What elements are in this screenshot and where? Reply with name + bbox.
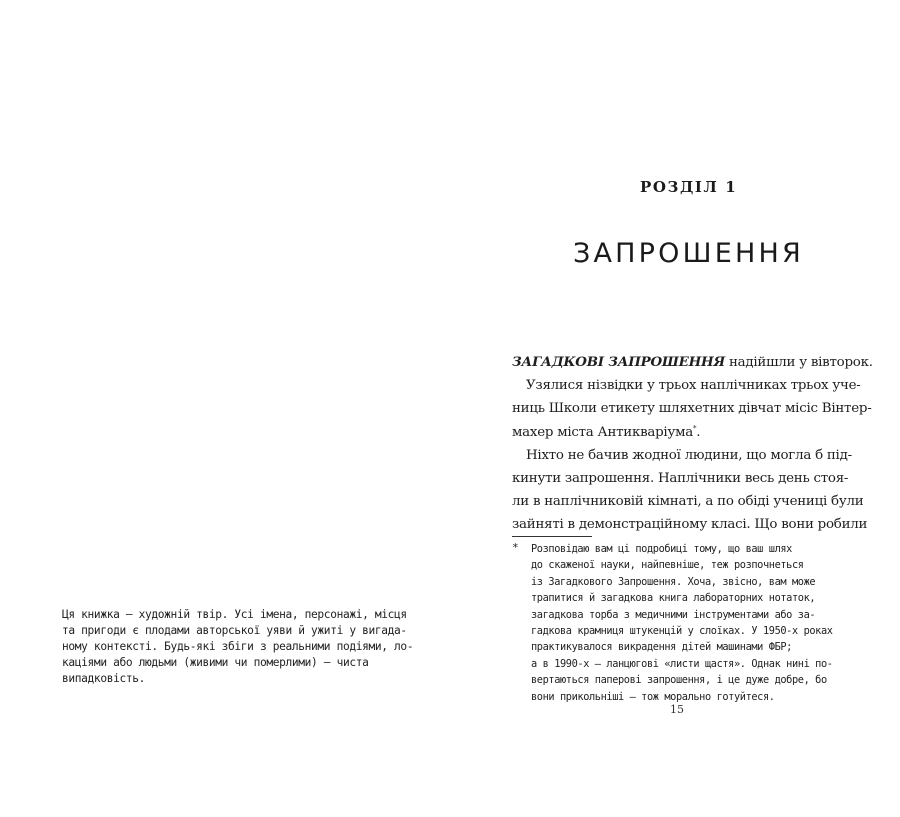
footnote-marker: * xyxy=(512,541,519,554)
footnote-reference[interactable]: * xyxy=(692,424,697,433)
footnote xyxy=(531,541,856,705)
footnote-line: трапитися й загадкова книга лабораторних нотаток, xyxy=(531,592,816,605)
paragraph-line xyxy=(512,421,850,444)
footnote-line: із Загадкового Запрошення. Хоча, звісно, вам може xyxy=(531,575,816,588)
disclaimer-line: випадковість. xyxy=(62,672,146,685)
sentence-end: . xyxy=(696,424,701,440)
paragraph-line: ли в наплічниковій кімнаті, а по обіді учениці були xyxy=(512,494,864,510)
page-number: 15 xyxy=(670,703,684,716)
copyright-disclaimer xyxy=(62,607,414,687)
disclaimer-line: та пригоди є плодами авторської уяви й ужиті у вигада- xyxy=(62,624,407,637)
footnote-line: практикувалося викрадення дітей машинами ФБР; xyxy=(531,641,792,654)
disclaimer-line: Ця книжка — художній твір. Усі імена, персонажі, місця xyxy=(62,608,407,621)
footnote-line: а в 1990-х — ланцюгові «листи щастя». Однак нині по- xyxy=(531,657,833,670)
paragraph-line-text: махер міста Антикваріума xyxy=(512,424,693,440)
first-line-rest: надійшли у вівторок. xyxy=(724,355,873,370)
disclaimer-line: каціями або людьми (живими чи померлими) — чиста xyxy=(62,656,369,669)
footnote-line: загадкова торба з медичними інструментами або за- xyxy=(531,608,816,621)
chapter-title: ЗАПРОШЕННЯ xyxy=(573,238,804,269)
paragraph-line: ниць Школи етикету шляхетних дівчат місіс Вінтер- xyxy=(512,401,872,417)
paragraph-line: кинути запрошення. Наплічники весь день стоя- xyxy=(512,471,849,487)
right-page xyxy=(450,0,900,817)
lead-in: ЗАГАДКОВІ ЗАПРОШЕННЯ xyxy=(512,354,725,370)
chapter-body xyxy=(512,351,873,537)
disclaimer-line: ному контексті. Будь-які збіги з реальними подіями, ло- xyxy=(62,640,414,653)
paragraph-line: Ніхто не бачив жодної людини, що могла б під- xyxy=(526,447,852,463)
footnote-line: вертаються паперові запрошення, і це дуже добре, бо xyxy=(531,674,827,687)
paragraph-line: Узялися нізвідки у трьох наплічниках трьох уче- xyxy=(526,378,861,394)
footnote-divider xyxy=(512,536,592,537)
first-line xyxy=(512,351,873,374)
footnote-line: до скаженої науки, найпевніше, теж розпочнеться xyxy=(531,559,804,572)
footnote-line: вони прикольніші — тож морально готуйтеся. xyxy=(531,690,775,703)
chapter-label: РОЗДІЛ 1 xyxy=(640,178,738,196)
footnote-line: гадкова крамниця штукенцій у слоїках. У 1950-х роках xyxy=(531,625,833,638)
paragraph-line: зайняті в демонстраційному класі. Що вони робили xyxy=(512,517,868,533)
footnote-line: Розповідаю вам ці подробиці тому, що ваш шлях xyxy=(531,543,792,555)
